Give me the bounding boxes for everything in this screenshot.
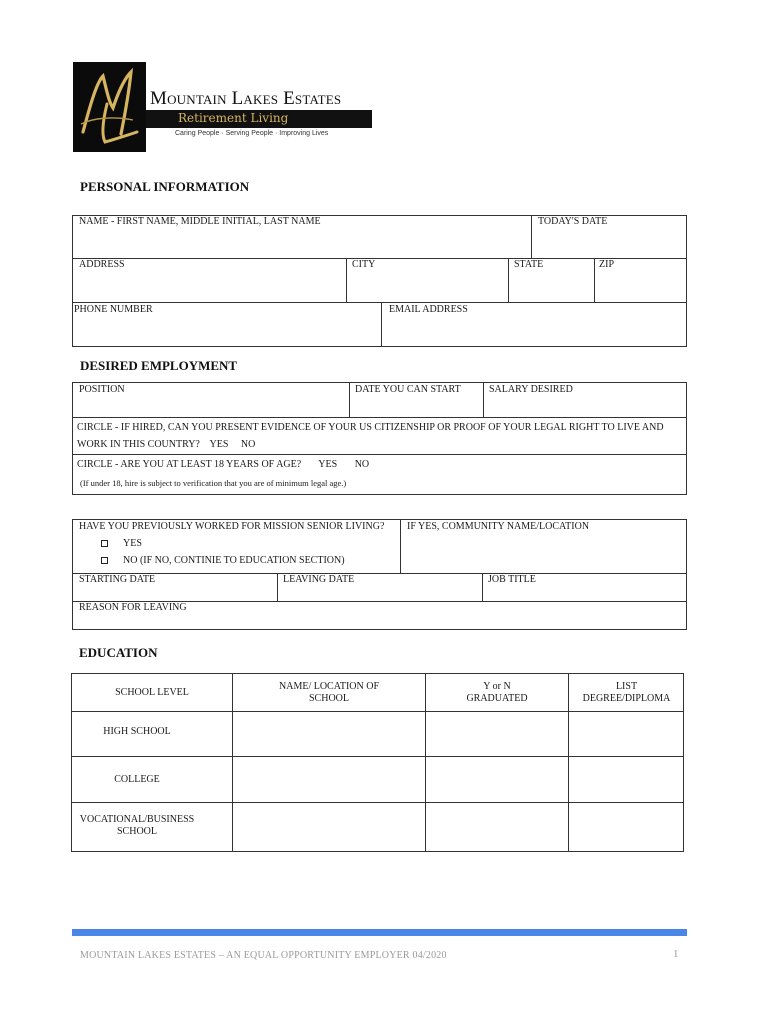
reason-leaving-field-label[interactable]: REASON FOR LEAVING [79, 602, 187, 613]
row-divider [72, 417, 687, 418]
footer-rule [72, 929, 687, 936]
row-college-label: COLLEGE [114, 774, 160, 785]
col-divider [483, 382, 484, 417]
job-title-field-label[interactable]: JOB TITLE [488, 574, 536, 585]
degree-header-1: LIST [615, 681, 638, 692]
school-level-header: SCHOOL LEVEL [115, 687, 189, 698]
age-note: (If under 18, hire is subject to verification that you are of minimum legal age.) [80, 478, 347, 488]
citizenship-question: CIRCLE - IF HIRED, CAN YOU PRESENT EVIDENCE OF YOUR US CITIZENSHIP OR PROOF OF YOUR LEGAL RIGHT TO LIVE AND [77, 422, 664, 433]
salary-field-label[interactable]: SALARY DESIRED [489, 384, 573, 395]
ml-monogram-icon [73, 62, 146, 152]
todays-date-field-label[interactable]: TODAY'S DATE [538, 216, 608, 227]
age-question[interactable]: CIRCLE - ARE YOU AT LEAST 18 YEARS OF AGE? YES NO [77, 459, 370, 470]
state-field-label[interactable]: STATE [514, 259, 544, 270]
full-name-field-label[interactable]: NAME - FIRST NAME, MIDDLE INITIAL, LAST NAME [79, 216, 321, 227]
zip-field-label[interactable]: ZIP [599, 259, 614, 270]
community-field-label[interactable]: IF YES, COMMUNITY NAME/LOCATION [407, 521, 590, 532]
row-divider [71, 756, 684, 757]
brand-tagline: Caring People · Serving People · Improving Lives [175, 130, 329, 137]
previous-no-label: NO (IF NO, CONTINIE TO EDUCATION SECTION) [123, 555, 345, 566]
row-divider [72, 454, 687, 455]
personal-info-heading: PERSONAL INFORMATION [80, 179, 250, 194]
email-field-label[interactable]: EMAIL ADDRESS [389, 304, 468, 315]
previous-yes-checkbox[interactable] [101, 540, 108, 547]
col-divider [531, 215, 532, 258]
col-divider [381, 302, 382, 347]
row-divider [71, 802, 684, 803]
previous-work-question: HAVE YOU PREVIOUSLY WORKED FOR MISSION SENIOR LIVING? [79, 521, 385, 532]
col-divider [400, 519, 401, 573]
leaving-date-field-label[interactable]: LEAVING DATE [283, 574, 355, 585]
row-high-school-label: HIGH SCHOOL [103, 726, 171, 737]
previous-employment-table [72, 519, 687, 630]
row-divider [72, 302, 687, 303]
school-name-header-2: SCHOOL [308, 693, 349, 704]
row-divider [72, 573, 687, 574]
desired-employment-heading: DESIRED EMPLOYMENT [80, 358, 238, 373]
col-divider [277, 573, 278, 601]
start-date-field-label[interactable]: DATE YOU CAN START [355, 384, 461, 395]
brand-name: Mountain Lakes Estates [150, 88, 342, 109]
col-divider [346, 258, 347, 302]
row-vocational-label-1: VOCATIONAL/BUSINESS [79, 814, 195, 825]
position-field-label[interactable]: POSITION [79, 384, 125, 395]
previous-yes-label: YES [123, 538, 142, 549]
col-divider [349, 382, 350, 417]
city-field-label[interactable]: CITY [352, 259, 376, 270]
brand-subtitle: Retirement Living [178, 111, 289, 125]
citizenship-yes-no[interactable]: WORK IN THIS COUNTRY? YES NO [77, 439, 256, 450]
school-name-header-1: NAME/ LOCATION OF [279, 681, 379, 692]
graduated-header-1: Y or N [483, 681, 511, 692]
footer-text: MOUNTAIN LAKES ESTATES – AN EQUAL OPPORTUNITY EMPLOYER 04/2020 [80, 950, 447, 961]
col-divider [594, 258, 595, 302]
row-vocational-label-2: SCHOOL [116, 826, 157, 837]
education-heading: EDUCATION [79, 645, 158, 660]
row-divider [71, 711, 684, 712]
col-divider [508, 258, 509, 302]
degree-header-2: DEGREE/DIPLOMA [582, 693, 671, 704]
company-logo-mark [73, 62, 146, 152]
graduated-header-2: GRADUATED [466, 693, 528, 704]
page-number: 1 [673, 948, 679, 960]
starting-date-field-label[interactable]: STARTING DATE [79, 574, 156, 585]
previous-no-checkbox[interactable] [101, 557, 108, 564]
address-field-label[interactable]: ADDRESS [79, 259, 125, 270]
phone-field-label[interactable]: PHONE NUMBER [74, 304, 153, 315]
col-divider [482, 573, 483, 601]
